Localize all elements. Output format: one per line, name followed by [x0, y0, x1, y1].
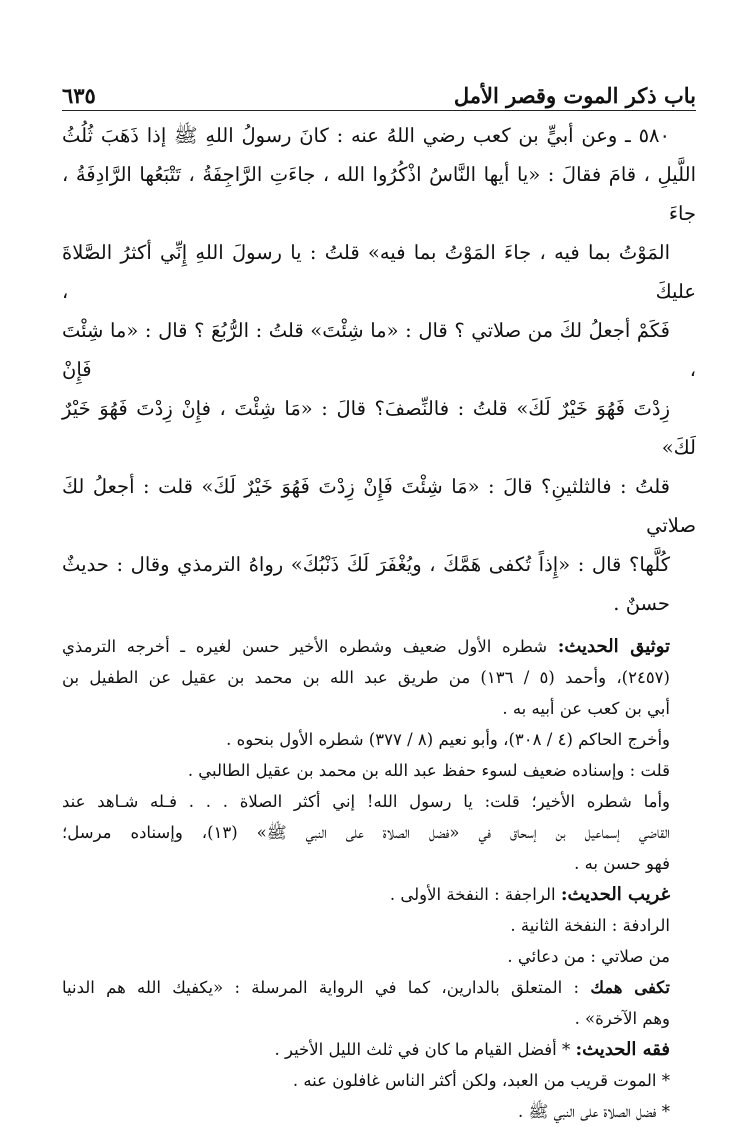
salati-paragraph: [62, 941, 696, 972]
takhrij-label: توثيق الحديث:: [557, 636, 671, 657]
tukfa-text: : المتعلق بالدارين، كما في الرواية المرسلة : «يكفيك الله هم الدنيا: [62, 978, 580, 997]
page-content: [62, 116, 696, 1127]
shahid-line: وأما شطره الأخير؛ قلت: يا رسول الله! إني أكثر الصلاة . . . فـله شـاهد عند: [62, 792, 670, 811]
page-header: [62, 70, 696, 108]
hadith-line: حسنٌ .: [613, 592, 670, 615]
bullet-icon: *: [661, 1102, 670, 1121]
shahid-line: القاضي إسماعيل بن إسحاق في «فضل الصلاة على النبي ﷺ» (١٣)، وإسناده مرسل؛: [62, 823, 670, 842]
fiqh-line: [62, 1096, 696, 1127]
bullet-icon: *: [661, 1071, 670, 1090]
hadith-text: [62, 116, 696, 623]
header-rule: [62, 110, 696, 111]
shahid-paragraph: [62, 786, 696, 879]
hadith-line: ٥٨٠ ـ وعن أبيٍّ بن كعب رضي اللهُ عنه : كانَ رسولُ اللهِ ﷺ إذا ذَهَبَ ثُلُثُ: [62, 124, 670, 147]
takhrij-line: (٢٤٥٧)، وأحمد (٥ / ١٣٦) من طريق عبد الله بن محمد بن عقيل عن الطفيل بن: [62, 668, 670, 687]
fiqh-label: فقه الحديث:: [575, 1039, 670, 1060]
page-number: ٦٣٥: [62, 83, 96, 108]
takhrij-line: أبي بن كعب عن أبيه به .: [502, 699, 670, 718]
fiqh-line: [62, 1034, 696, 1065]
qultu-text: قلت : وإسناده ضعيف لسوء حفظ عبد الله بن محمد بن عقيل الطالبي .: [187, 761, 670, 780]
radifa-paragraph: [62, 910, 696, 941]
gharib-paragraph: [62, 879, 696, 910]
tukfa-term: تكفى همك: [590, 978, 671, 997]
running-title: باب ذكر الموت وقصر الأمل: [453, 83, 696, 108]
gharib-line: [62, 879, 696, 910]
hakim-text: وأخرج الحاكم (٤ / ٣٠٨)، وأبو نعيم (٨ / ٣٧٧) شطره الأول بنحوه .: [226, 730, 670, 749]
hadith-line: زِدْتَ فَهُوَ خَيْرٌ لَكَ» قلتُ : فالنِّصفَ؟ قالَ : «مَا شِئْتَ ، فإِنْ زِدْتَ فَهُوَ خَيْرٌ لَكَ»: [62, 397, 696, 459]
hadith-line: قلتُ : فالثلثينِ؟ قالَ : «مَا شِئْتَ فَإِنْ زِدْتَ فَهُوَ خَيْرٌ لَكَ» قلت : أجعلُ لكَ صلاتي: [62, 475, 696, 537]
fiqh-item: الموت قريب من العبد، ولكن أكثر الناس غافلون عنه .: [292, 1071, 657, 1090]
radifa-text: الرادفة : النفخة الثانية .: [510, 916, 670, 935]
bullet-icon: *: [561, 1040, 571, 1059]
fiqh-paragraph: [62, 1065, 696, 1096]
shahid-line: فهو حسن به .: [574, 854, 670, 873]
tukfa-line: وهم الآخرة» .: [574, 1009, 670, 1028]
fiqh-paragraph: [62, 1096, 696, 1127]
takhrij-paragraph: [62, 631, 696, 724]
tukfa-line: [62, 972, 696, 1003]
fiqh-item: فضل الصلاة على النبي ﷺ .: [518, 1102, 657, 1121]
hadith-line: المَوْتُ بما فيه ، جاءَ المَوْتُ بما فيه» قلتُ : يا رسولَ اللهِ إِنِّي أكثرُ الصَّلاةَ عليكَ ،: [62, 241, 696, 303]
hadith-paragraph: [62, 116, 696, 623]
salati-text: من صلاتي : من دعائي .: [507, 947, 670, 966]
qultu-paragraph: [62, 755, 696, 786]
fiqh-item: أفضل القيام ما كان في ثلث الليل الأخير .: [274, 1040, 557, 1059]
fiqh-line: [62, 1065, 696, 1096]
gharib-label: غريب الحديث:: [560, 884, 670, 905]
hakim-paragraph: [62, 724, 696, 755]
commentary: [62, 631, 696, 1127]
takhrij-line: [62, 631, 696, 662]
hadith-line: كُلَّها؟ قال : «إِذاً تُكفى هَمَّكَ ، ويُغْفَرَ لَكَ ذَنْبُكَ» رواهُ الترمذي وقال : حديثٌ: [62, 553, 670, 576]
fiqh-paragraph: [62, 1034, 696, 1065]
tukfa-paragraph: [62, 972, 696, 1034]
gharib-rajifa: الراجفة : النفخة الأولى .: [389, 885, 556, 904]
hadith-line: اللَّيلِ ، قامَ فقالَ : «يا أيها النَّاسُ اذْكُرُوا الله ، جاءَتِ الرَّاجِفَةُ ، تَتْبَعُها الرَّادِفَةُ ، جاءَ: [62, 163, 696, 225]
takhrij-text: شطره الأول ضعيف وشطره الأخير حسن لغيره ـ أخرجه الترمذي: [62, 637, 548, 656]
hadith-line: فَكَمْ أجعلُ لكَ من صلاتي ؟ قال : «ما شِئْتَ» قلتُ : الرُّبُعَ ؟ قال : «ما شِئْتَ ، فَإِنْ: [62, 319, 696, 381]
